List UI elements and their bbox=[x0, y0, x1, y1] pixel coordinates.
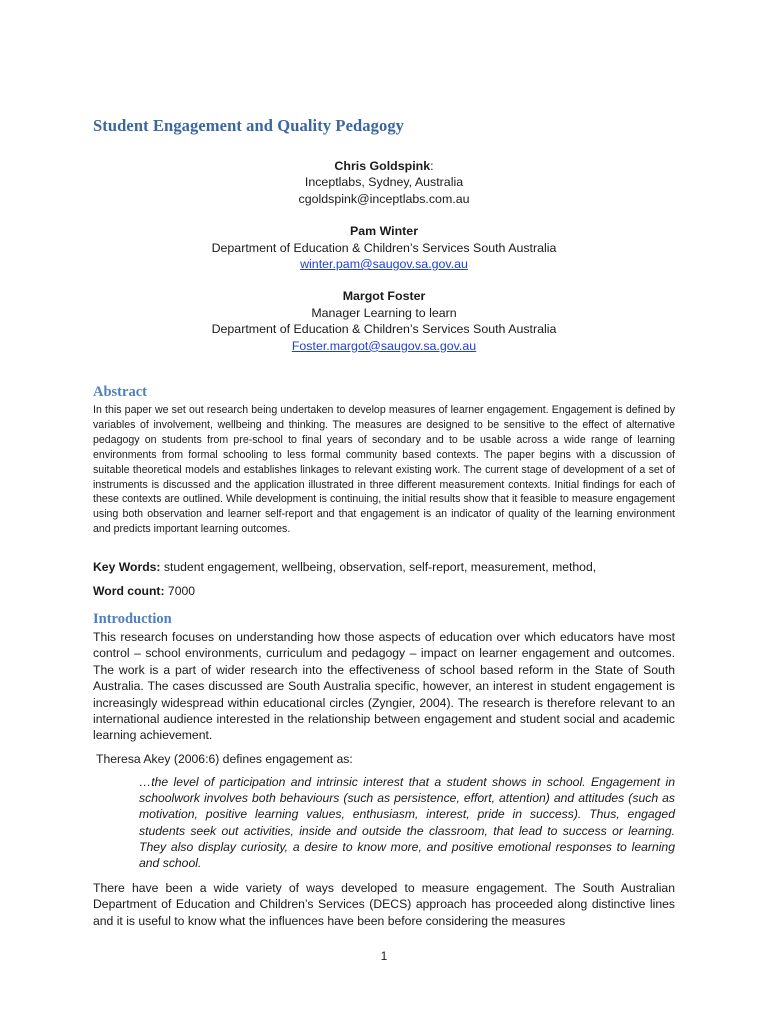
author-name: Margot Foster bbox=[342, 289, 426, 304]
author-affiliation: Inceptlabs, Sydney, Australia bbox=[304, 175, 464, 190]
author-email: cgoldspink@inceptlabs.com.au bbox=[298, 191, 470, 206]
abstract-text: In this paper we set out research being undertaken to develop measures of learner engagement. Engagement is defined by variables of involvement, wellbeing and thinking. The measures are designed to be sensitive to the effect of alternative pedagogy on students from pre-school to final years of secondary and to be usable across a wide range of learning environments from formal schooling to less formal community based contexts. The paper begins with a discussion of suitable theoretical models and establishes linkages to relevant existing work. The current stage of development of a set of instruments is discussed and the application illustrated in three different measurement contexts. Initial findings for each of these contexts are outlined. While development is continuing, the initial results show that it feasible to measure engagement using both observation and learner self-report and that engagement is an indicator of quality of the learning environment and predicts important learning outcomes. bbox=[93, 404, 675, 536]
introduction-heading: Introduction bbox=[93, 611, 172, 627]
keywords-label: Key Words: bbox=[93, 560, 161, 574]
abstract-heading: Abstract bbox=[93, 384, 147, 400]
author-name-suffix: : bbox=[430, 159, 434, 173]
paper-title: Student Engagement and Quality Pedagogy bbox=[93, 116, 405, 135]
author-list bbox=[93, 158, 675, 370]
introduction-paragraph: This research focuses on understanding how those aspects of education over which educators have most control – school environments, curriculum and pedagogy – impact on learner engagement and outcomes. The work is a part of wider research into the effectiveness of school based reform in the State of South Australia. The cases discussed are South Australia specific, however, an interest in student engagement is increasingly widespread within educational circles (Zyngier, 2004). The research is therefore relevant to an international audience interested in the relationship between engagement and student social and academic learning achievement. bbox=[93, 630, 675, 743]
block-quote: …the level of participation and intrinsic interest that a student shows in school. Engagement in schoolwork involves both behaviours (such as persistence, effort, attention) and attitudes (such as motivation, positive learning values, enthusiasm, interest, pride in success). Thus, engaged students seek out activities, inside and outside the classroom, that lead to success or learning. They also display curiosity, a desire to know more, and positive emotional responses to learning and school. bbox=[139, 775, 675, 871]
author-name: Pam Winter bbox=[349, 224, 419, 239]
introduction-paragraph-2: There have been a wide variety of ways developed to measure engagement. The South Australian Department of Education and Children’s Services (DECS) approach has proceeded along distinctive lines and it is useful to know what the influences have been before considering the measures bbox=[93, 881, 675, 928]
author-block bbox=[93, 288, 675, 354]
word-count-label: Word count: bbox=[93, 584, 165, 598]
keywords-value: student engagement, wellbeing, observation, self-report, measurement, method, bbox=[160, 560, 597, 574]
keywords-line bbox=[93, 559, 675, 575]
author-name: Chris Goldspink bbox=[334, 159, 431, 173]
author-email-link[interactable]: winter.pam@saugov.sa.gov.au bbox=[300, 257, 468, 272]
page-number: 1 bbox=[380, 949, 388, 963]
author-email-link[interactable]: Foster.margot@saugov.sa.gov.au bbox=[291, 338, 477, 353]
author-block bbox=[93, 158, 675, 207]
author-affiliation: Department of Education & Children’s Services South Australia bbox=[211, 322, 557, 337]
word-count-value: 7000 bbox=[164, 584, 196, 598]
akey-definition-line: Theresa Akey (2006:6) defines engagement as: bbox=[96, 752, 353, 766]
author-role: Manager Learning to learn bbox=[311, 305, 457, 320]
author-affiliation: Department of Education & Children’s Services South Australia bbox=[211, 240, 557, 255]
word-count-line bbox=[93, 583, 675, 599]
author-block bbox=[93, 223, 675, 272]
